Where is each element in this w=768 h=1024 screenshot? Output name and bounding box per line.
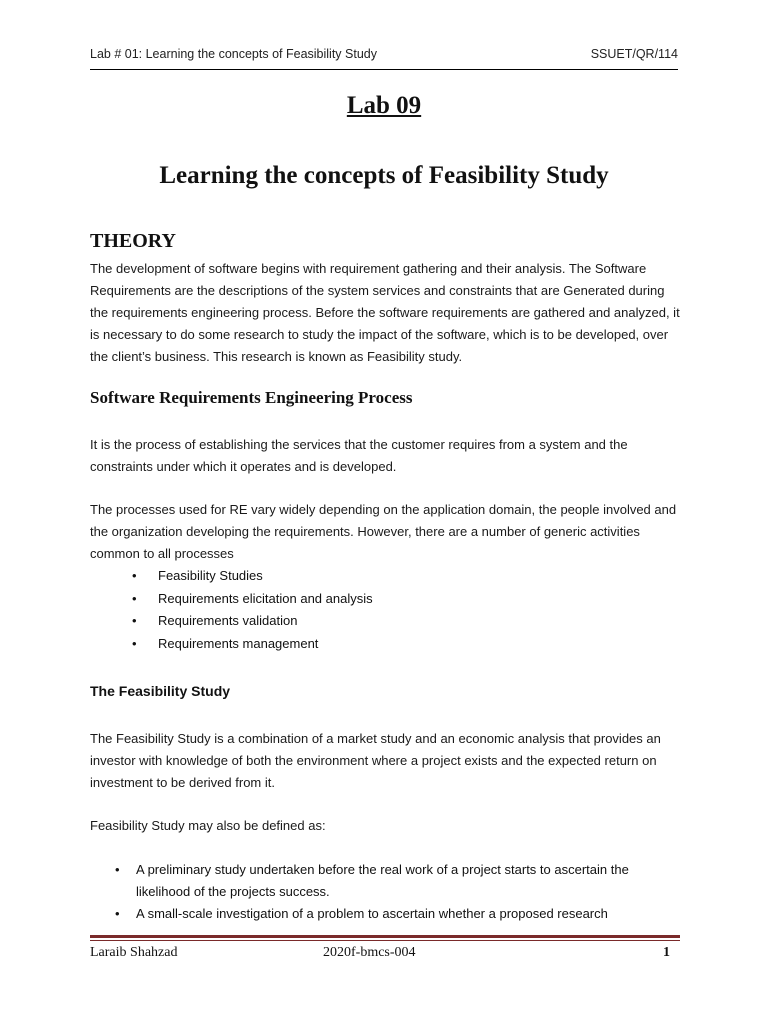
list-item: • A small-scale investigation of a problem to ascertain whether a proposed research — [90, 903, 680, 925]
lab-title: Lab 09 — [346, 92, 422, 119]
footer-rule-thin — [90, 940, 680, 941]
list-item: • A preliminary study undertaken before the real work of a project starts to ascertain the likelihood of the projects success. — [90, 859, 680, 903]
footer-student-id: 2020f-bmcs-004 — [323, 945, 416, 960]
bullet: • — [132, 635, 137, 651]
footer-author: Laraib Shahzad — [90, 945, 178, 960]
page-number: 1 — [663, 945, 670, 960]
feasibility-heading: The Feasibility Study — [90, 683, 231, 699]
page-title: Learning the concepts of Feasibility Study — [159, 162, 609, 189]
bullet: • — [115, 862, 120, 877]
sre-paragraph-1: It is the process of establishing the services that the customer requires from a system and the constraints under which it operates and is developed. — [90, 437, 628, 474]
sre-heading: Software Requirements Engineering Process — [90, 388, 413, 407]
bullet: • — [132, 613, 137, 628]
feasibility-paragraph-2: Feasibility Study may also be defined as: — [90, 818, 326, 833]
theory-heading: THEORY — [90, 230, 176, 252]
feasibility-definition-list — [90, 859, 680, 925]
bullet: • — [115, 906, 120, 921]
page-footer — [90, 945, 670, 961]
sre-paragraph-2: The processes used for RE vary widely depending on the application domain, the people involved and the organization developing the requirements. However, there are a number of generic activities common to all processes — [90, 502, 677, 561]
sre-activity-list — [90, 565, 373, 655]
bullet: • — [132, 590, 137, 606]
header-right: SSUET/QR/114 — [590, 47, 678, 61]
bullet: • — [132, 568, 137, 583]
header-rule — [90, 69, 678, 70]
theory-paragraph: The development of software begins with requirement gathering and their analysis. The Software Requirements are the descriptions of the system services and constraints that are Generated during the requirements engineering process. Before the software requirements are gathered and analyzed, it is necessary to do some research to study the impact of the software, which is to be developed, over the client’s business. This research is known as Feasibility study. — [90, 261, 680, 364]
list-item: • Requirements management — [90, 633, 373, 656]
list-item: • Feasibility Studies — [90, 565, 373, 588]
footer-rule-thick — [90, 935, 680, 938]
list-item: • Requirements validation — [90, 610, 373, 633]
list-item: • Requirements elicitation and analysis — [90, 588, 373, 611]
page-header — [90, 47, 678, 61]
feasibility-paragraph-1: The Feasibility Study is a combination of a market study and an economic analysis that provides an investor with knowledge of both the environment where a project exists and the expected return on investment to be derived from it. — [90, 731, 661, 790]
header-left: Lab # 01: Learning the concepts of Feasibility Study — [90, 47, 377, 61]
